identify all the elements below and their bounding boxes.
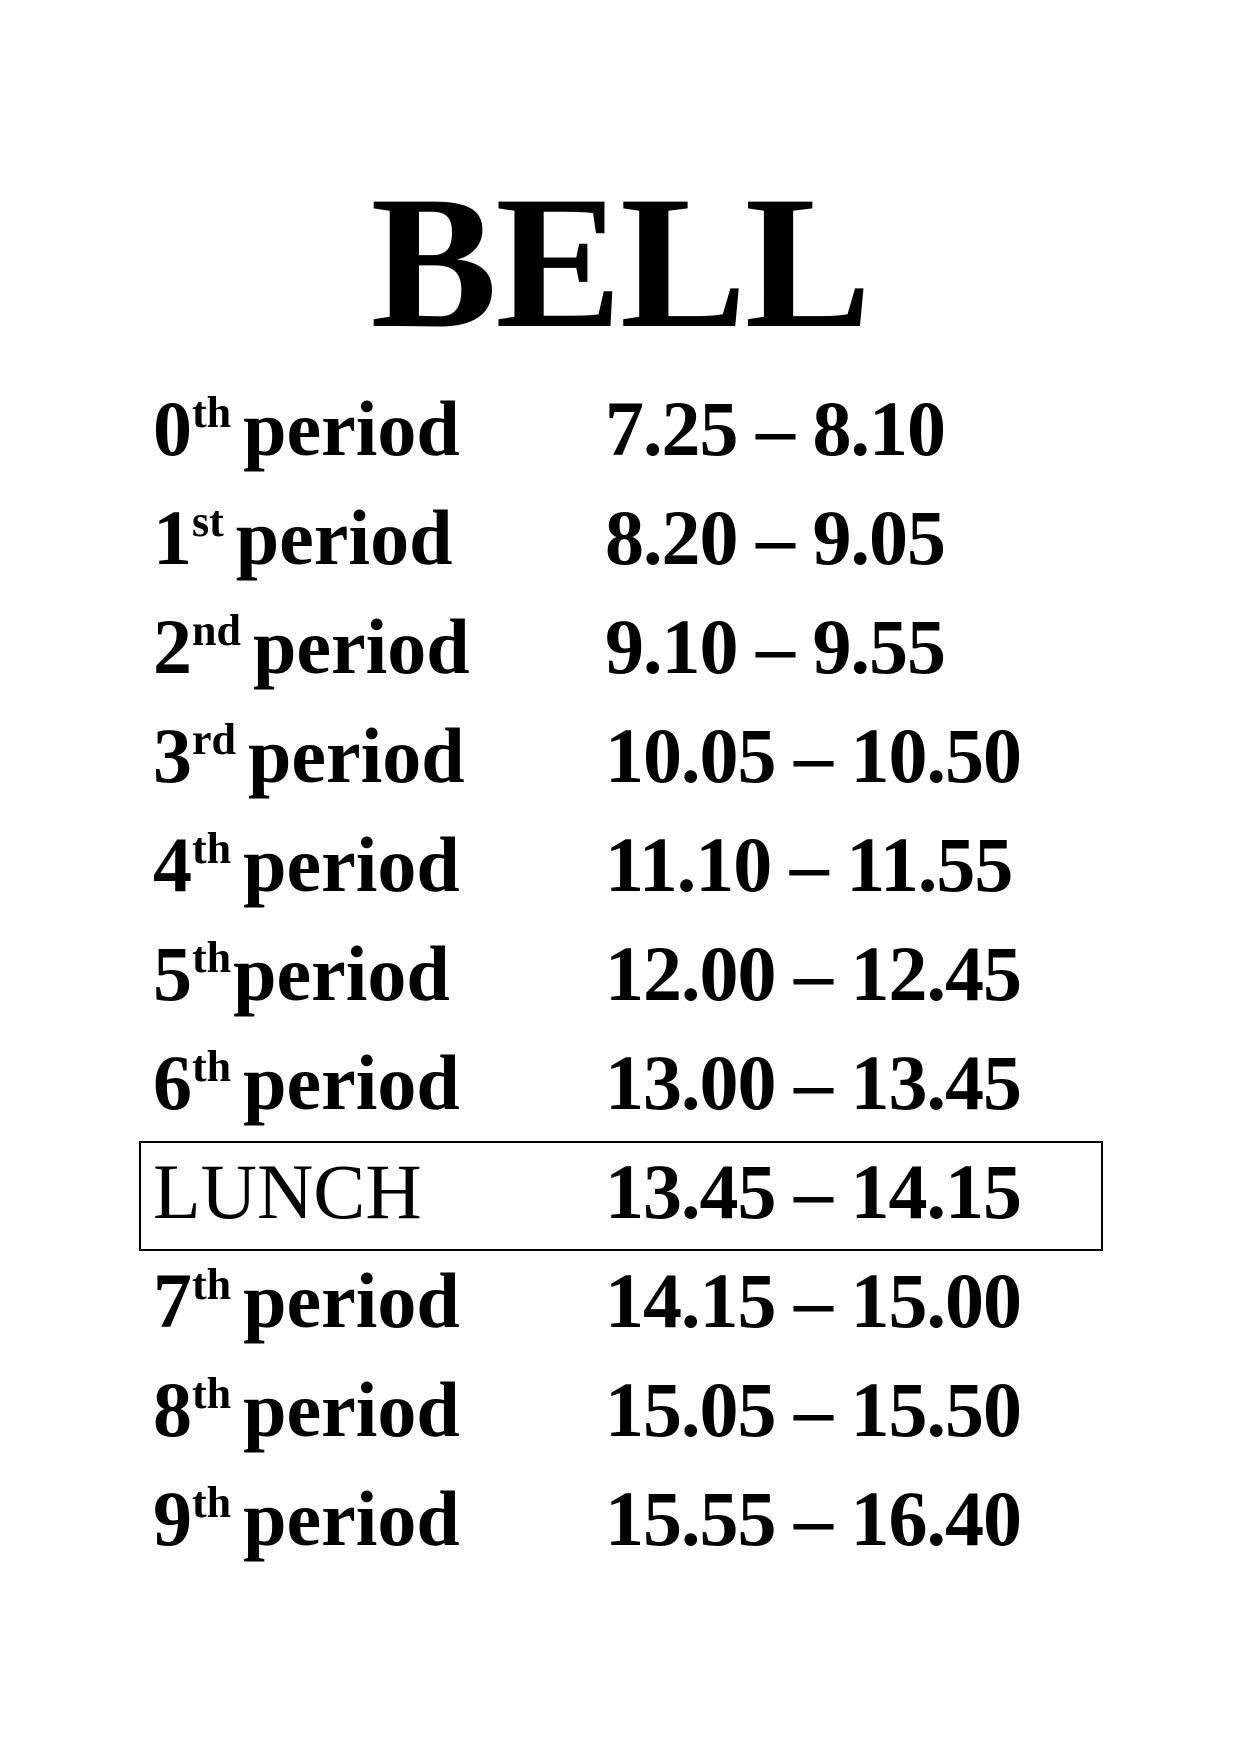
period-number: 6 [153,1039,192,1126]
schedule-row-period-0 [0,385,1240,497]
period-word: period [243,385,460,472]
ordinal-suffix: th [192,1042,232,1091]
period-time: 14.15 – 15.00 [605,1257,1021,1344]
period-label [153,494,453,581]
ordinal-suffix: th [192,388,232,437]
period-time: 8.20 – 9.05 [605,494,945,581]
lunch-time: 13.45 – 14.15 [605,1148,1021,1235]
period-word: period [233,930,450,1017]
period-time: 15.55 – 16.40 [605,1475,1021,1562]
schedule-row-lunch [0,1148,1240,1260]
period-number: 3 [153,712,192,799]
period-time: 15.05 – 15.50 [605,1366,1021,1453]
period-word: period [243,1039,460,1126]
bell-schedule [0,385,1240,1587]
period-number: 4 [153,821,192,908]
period-time: 13.00 – 13.45 [605,1039,1021,1126]
period-number: 2 [153,603,192,690]
period-number: 1 [153,494,192,581]
ordinal-suffix: st [192,497,224,546]
period-label [153,385,460,472]
period-time: 11.10 – 11.55 [605,821,1013,908]
ordinal-suffix: th [192,1260,232,1309]
schedule-row-period-4 [0,821,1240,933]
period-label [153,821,460,908]
period-label [153,603,470,690]
schedule-row-period-7 [0,1257,1240,1369]
period-label [153,1366,460,1453]
period-number: 7 [153,1257,192,1344]
period-time: 10.05 – 10.50 [605,712,1021,799]
period-time: 9.10 – 9.55 [605,603,945,690]
period-label [153,1475,460,1562]
lunch-label: LUNCH [153,1148,422,1235]
period-word: period [243,821,460,908]
period-word: period [243,1366,460,1453]
ordinal-suffix: th [192,1478,232,1527]
period-word: period [252,603,470,690]
period-label [153,1257,460,1344]
schedule-row-period-8 [0,1366,1240,1478]
schedule-row-period-9 [0,1475,1240,1587]
ordinal-suffix: rd [192,715,236,764]
schedule-row-period-5 [0,930,1240,1042]
ordinal-suffix: th [192,1369,232,1418]
page-title: BELL [370,158,870,368]
period-number: 5 [153,930,192,1017]
period-time: 12.00 – 12.45 [605,930,1021,1017]
period-word: period [243,1257,460,1344]
period-number: 9 [153,1475,192,1562]
schedule-row-period-2 [0,603,1240,715]
period-time: 7.25 – 8.10 [605,385,945,472]
ordinal-suffix: th [192,824,232,873]
period-word: period [235,494,453,581]
ordinal-suffix: th [192,933,232,982]
period-label [153,1039,460,1126]
period-label [153,930,450,1017]
period-label [153,712,465,799]
schedule-row-period-6 [0,1039,1240,1151]
period-number: 8 [153,1366,192,1453]
period-word: period [243,1475,460,1562]
schedule-row-period-3 [0,712,1240,824]
schedule-row-period-1 [0,494,1240,606]
ordinal-suffix: nd [192,606,241,655]
period-word: period [248,712,465,799]
period-number: 0 [153,385,192,472]
